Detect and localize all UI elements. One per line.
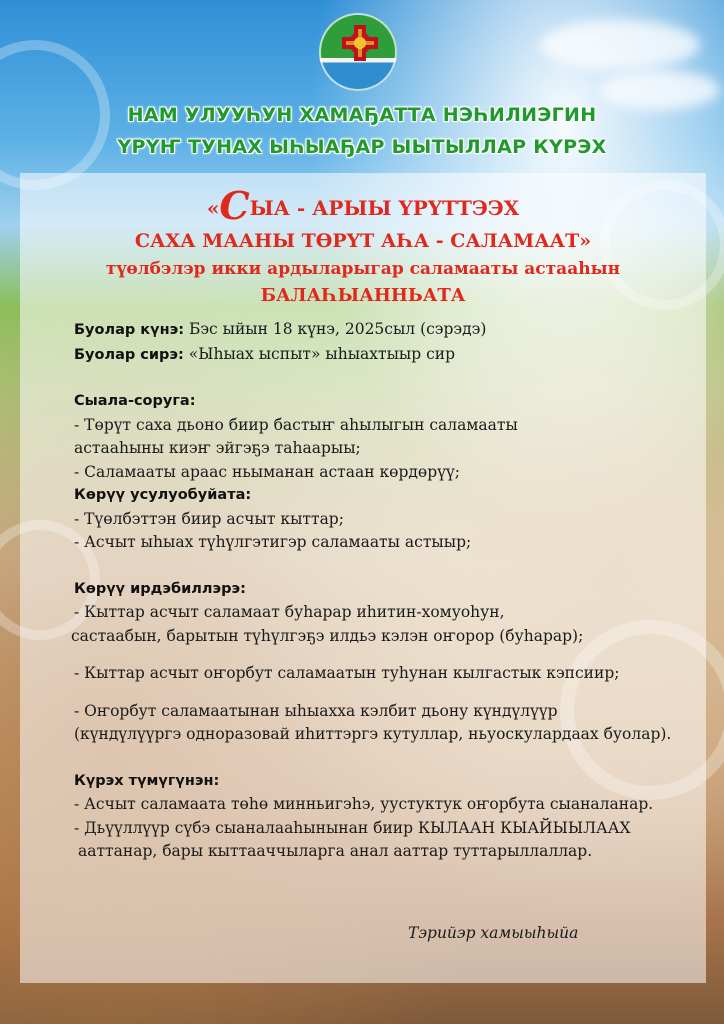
place-label: Буолар сирэ: [74,346,184,363]
requirements-item: - Оҥорбут саламаатынан ыһыахха кэлбит дьону күндүлүүр [74,701,558,720]
title-big-letter: С [219,183,250,228]
event-title-line-2: САХА МААНЫ ТӨРҮТ АҺА - САЛАМААТ» [134,230,592,252]
format-item: - Асчыт ыһыах түһүлгэтигэр саламааты астыыр; [74,533,472,551]
header-line-1: НАМ УЛУУҺУН ХАМАҔАТТА НЭҺИЛИЭГИН [127,104,597,126]
event-title-line-1: «СЫА - АРЫЫ ҮРҮТТЭЭХ [206,183,520,228]
results-item: - Дьүүллүүр сүбэ сыаналааһынынан биир КЫЛААН КЫАЙЫЫЛААХ [74,818,631,837]
cloud-decoration [540,20,700,70]
emblem-logo [319,13,397,91]
date-line [74,318,704,343]
title-line-1-rest: ЫА - АРЫЫ ҮРҮТТЭЭХ [249,196,520,220]
goals-item: - Саламааты араас ньыманан астаан көрдөрүү; [74,462,460,481]
requirements-item: састаабын, барытын түһүлгэҕэ илдьэ кэлэн оҥорор (буһарар); [71,626,584,645]
requirements-item: - Кыттар асчыт саламаат буһарар иһитин-хомуоһун, [74,603,505,621]
goals-item: - Төрүт саха дьоно биир бастыҥ аһылыгын саламааты [74,415,518,434]
format-heading: Көрүү усулуобуйата: [74,487,252,503]
goals-heading: Сыала-соруга: [74,393,196,409]
goals-item: астааһыны киэҥ эйгэҕэ таһаарыы; [74,439,361,457]
results-item: - Асчыт саламаата төһө минньигэһэ, уустуктук оҥорбута сыаналанар. [74,795,654,813]
announcement-body [71,318,704,864]
place-value: «Ыһыах ыспыт» ыһыахтыыр сир [183,344,456,363]
date-value: Бэс ыйын 18 күнэ, 2025сыл (сэрэдэ) [184,320,487,338]
place-line [74,343,704,368]
event-title-line-3: түөлбэлэр икки ардыларыгар саламааты астааһын [105,259,621,279]
signature: Тэрийэр хамыыһыйа [408,924,579,942]
header-line-2: ҮРҮҤ ТУНАХ ЫҺЫАҔАР ЫЫТЫЛЛАР КҮРЭХ [117,136,607,158]
event-title-line-4: БАЛАҺЫАННЬАТА [260,285,466,306]
emblem-icon [340,23,380,63]
format-item: - Түөлбэттэн биир асчыт кыттар; [74,509,344,528]
requirements-item: - Кыттар асчыт оҥорбут саламаатын туһунан кылгастык кэпсиир; [74,664,620,682]
requirements-heading: Көрүү ирдэбиллэрэ: [74,580,246,597]
results-heading: Күрэх түмүгүнэн: [74,772,220,789]
requirements-item: (күндүлүүргэ одноразовай иһиттэргэ кутуллар, ньуоскулардаах буолар). [74,725,672,743]
date-label: Буолар күнэ: [74,322,185,338]
results-item: ааттанар, бары кыттааччыларга анал ааттар туттарыллаллар. [78,842,593,860]
